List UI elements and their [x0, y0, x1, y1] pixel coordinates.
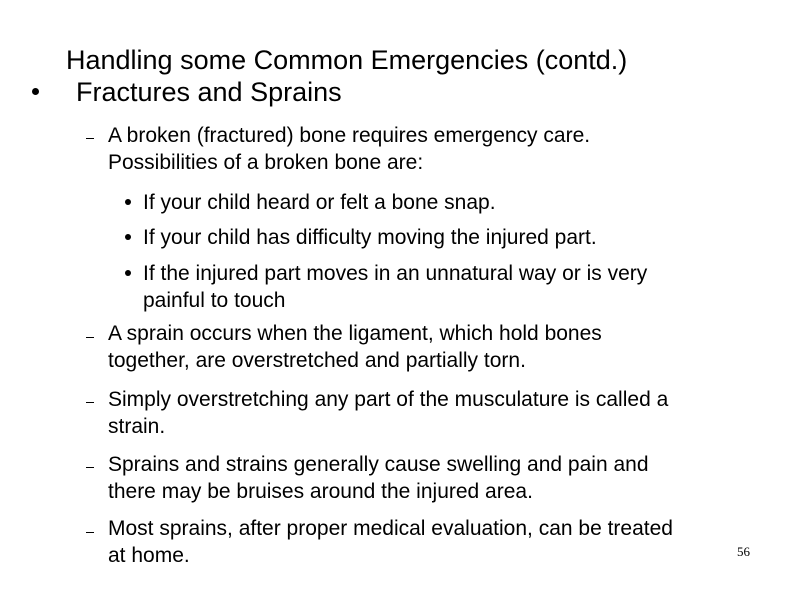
bullet-icon: [125, 199, 131, 205]
bullet-icon: [125, 234, 131, 240]
page-number: 56: [737, 544, 750, 559]
point-item: Most sprains, after proper medical evaluation, can be treated at home.: [108, 517, 673, 567]
bullet-icon: [125, 270, 131, 276]
slide-title: Handling some Common Emergencies (contd.): [66, 45, 628, 75]
possibility-item: If your child heard or felt a bone snap.: [143, 191, 496, 214]
dash-bullet-icon: [86, 532, 94, 533]
dash-bullet-icon: [86, 138, 94, 139]
point-item: Sprains and strains generally cause swelling and pain and there may be bruises around the injured area.: [108, 453, 649, 503]
section-heading: Fractures and Sprains: [76, 77, 342, 107]
dash-bullet-icon: [86, 402, 94, 403]
possibility-item: If your child has difficulty moving the injured part.: [143, 226, 597, 249]
heading-bullet-icon: [32, 88, 39, 95]
fracture-intro: A broken (fractured) bone requires emergency care. Possibilities of a broken bone are:: [108, 124, 591, 174]
dash-bullet-icon: [86, 467, 94, 468]
point-item: A sprain occurs when the ligament, which hold bones together, are overstretched and partially torn.: [108, 322, 602, 372]
dash-bullet-icon: [86, 337, 94, 338]
point-item: Simply overstretching any part of the musculature is called a strain.: [108, 388, 669, 438]
possibility-item: If the injured part moves in an unnatural way or is very painful to touch: [143, 262, 648, 312]
